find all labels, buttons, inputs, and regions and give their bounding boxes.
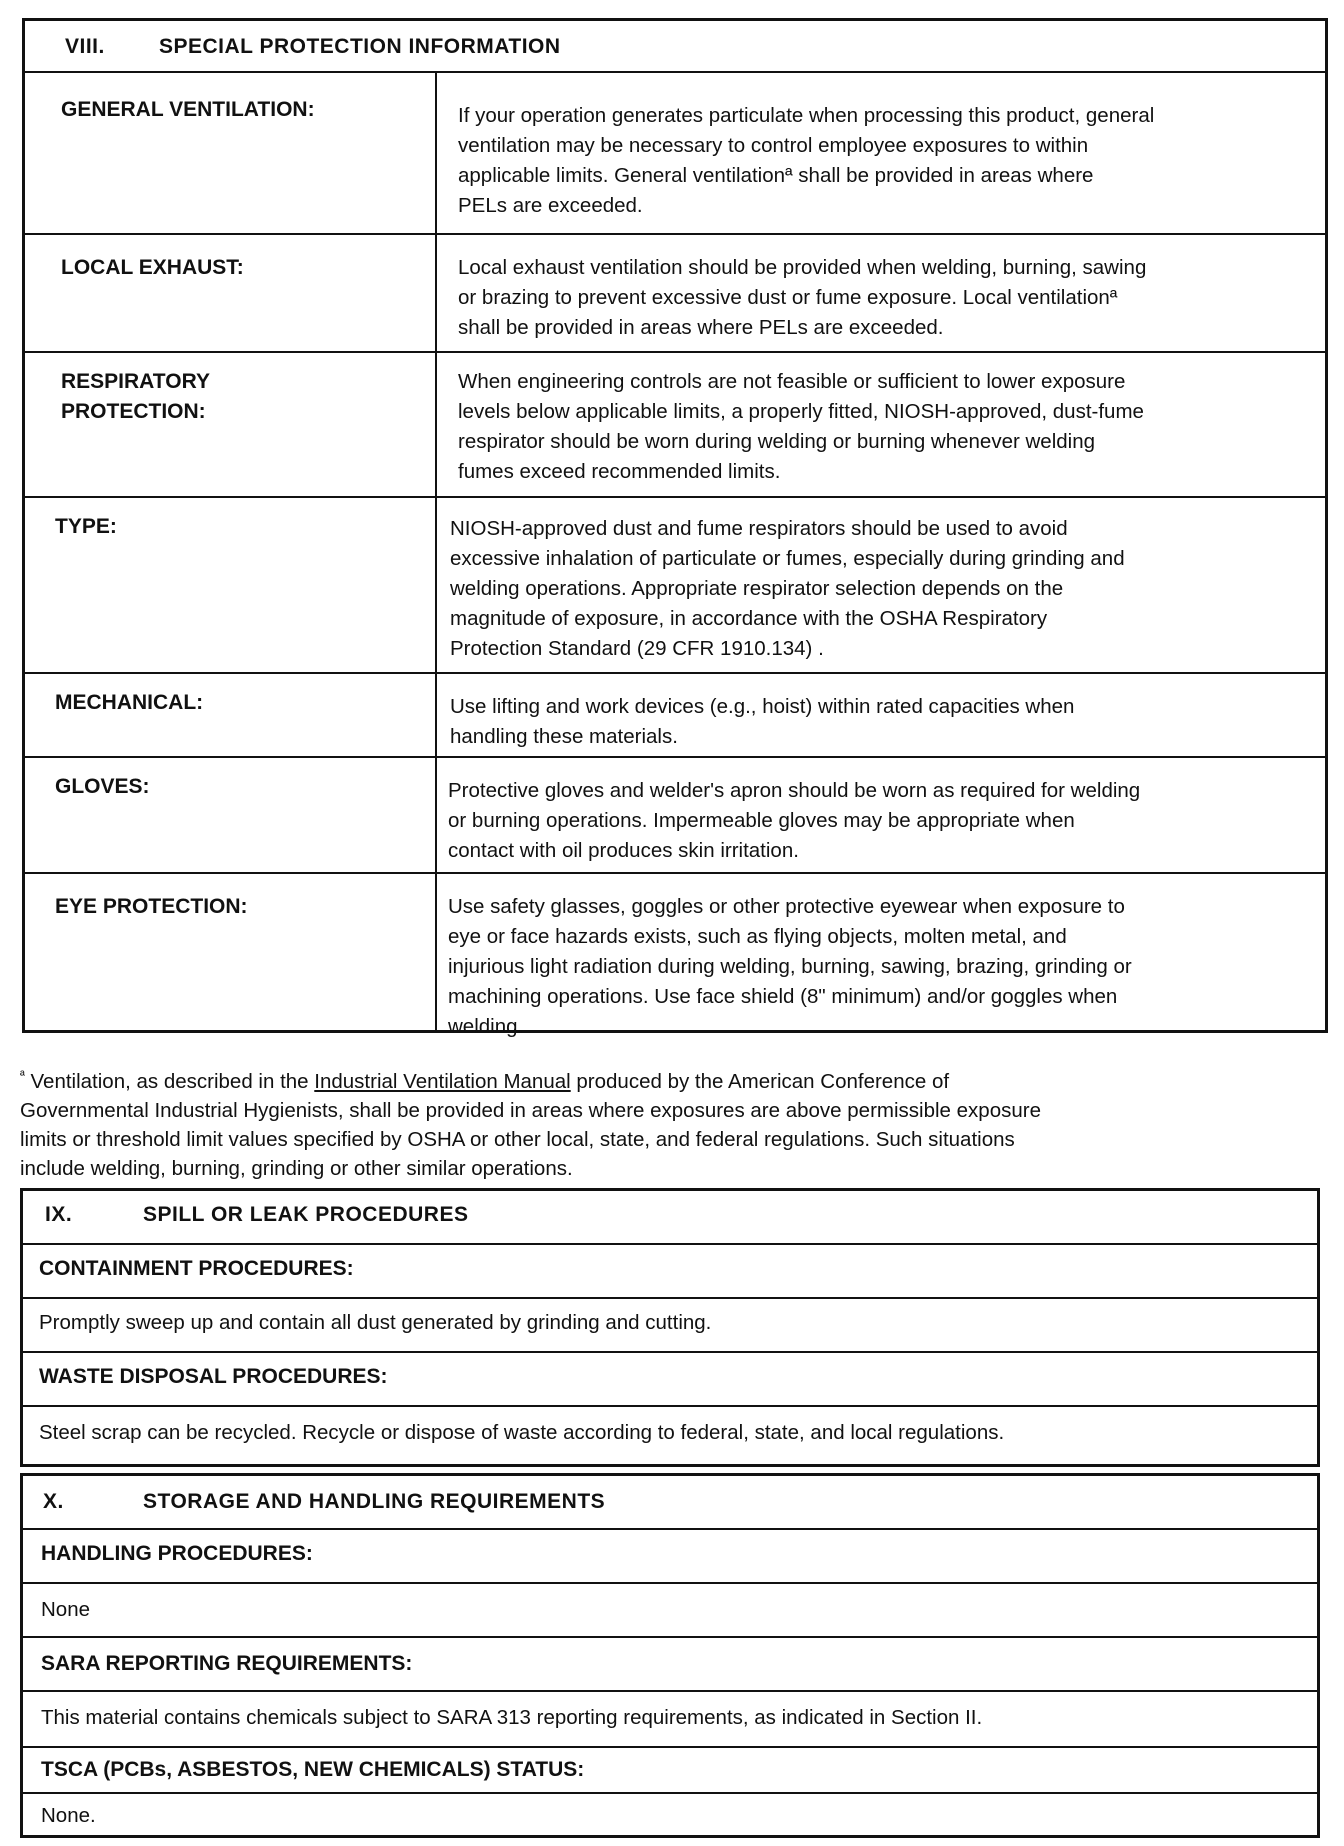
containment-label: CONTAINMENT PROCEDURES: bbox=[39, 1257, 354, 1280]
section-8-title: SPECIAL PROTECTION INFORMATION bbox=[159, 35, 561, 58]
containment-text: Promptly sweep up and contain all dust generated by grinding and cutting. bbox=[39, 1311, 712, 1334]
row-type bbox=[25, 496, 1325, 672]
footnote-first-line: $^ª$ Ventilation, as described in the Industrial Ventilation Manual produced by the American Conference of bbox=[20, 1068, 950, 1093]
row-gloves bbox=[25, 756, 1325, 872]
ventilation-footnote bbox=[20, 1061, 1310, 1183]
tsca-status-text: None. bbox=[41, 1804, 96, 1827]
sara-text-row bbox=[23, 1690, 1317, 1746]
waste-disposal-label: WASTE DISPOSAL PROCEDURES: bbox=[39, 1365, 388, 1388]
section-8 bbox=[22, 18, 1328, 1038]
tsca-label-row bbox=[23, 1746, 1317, 1792]
row-mechanical bbox=[25, 672, 1325, 756]
containment-text-row bbox=[23, 1297, 1317, 1351]
row-respiratory-protection bbox=[25, 351, 1325, 496]
row-label: LOCAL EXHAUST: bbox=[61, 256, 244, 279]
row-value: Use safety glasses, goggles or other protective eyewear when exposure to eye or face hazards exists, such as flying objects, molten metal, and injurious light radiation during welding, burning, sawing, brazing, grinding or machining operations. Use face shield (8" minimum) and/or goggles when welding. bbox=[448, 895, 1132, 1038]
sara-reporting-label: SARA REPORTING REQUIREMENTS: bbox=[41, 1652, 413, 1675]
row-value: NIOSH-approved dust and fume respirators should be used to avoid excessive inhalation of particulate or fumes, especially during grinding and welding operations. Appropriate respirator selection depends on the magnitude of exposure, in accordance with the OSHA Respiratory Protection Standard (29 CFR 1910.134) . bbox=[450, 517, 1125, 660]
handling-procedures-text: None bbox=[41, 1598, 91, 1621]
section-9-header bbox=[45, 1203, 468, 1227]
section-10-number: X. bbox=[43, 1490, 64, 1513]
row-label: RESPIRATORY PROTECTION: bbox=[61, 370, 210, 423]
row-label: GENERAL VENTILATION: bbox=[61, 98, 315, 121]
row-label: GLOVES: bbox=[55, 775, 150, 798]
row-value: When engineering controls are not feasible or sufficient to lower exposure levels below applicable limits, a properly fitted, NIOSH-approved, dust-fume respirator should be worn during welding or burning whenever welding fumes exceed recommended limits. bbox=[458, 370, 1144, 483]
tsca-text-row bbox=[23, 1792, 1317, 1836]
waste-label-row bbox=[23, 1351, 1317, 1405]
section-9-number: IX. bbox=[45, 1203, 73, 1226]
footnote-line: limits or threshold limit values specified by OSHA or other local, state, and federal regulations. Such situations bbox=[20, 1127, 1015, 1151]
row-label: TYPE: bbox=[55, 515, 117, 538]
row-value: Use lifting and work devices (e.g., hoist) within rated capacities when handling these materials. bbox=[450, 695, 1075, 748]
handling-label-row bbox=[23, 1528, 1317, 1582]
section-8-number: VIII. bbox=[65, 35, 105, 58]
row-label: MECHANICAL: bbox=[55, 691, 204, 714]
waste-disposal-text: Steel scrap can be recycled. Recycle or dispose of waste according to federal, state, and local regulations. bbox=[39, 1421, 1005, 1444]
row-value: Protective gloves and welder's apron should be worn as required for welding or burning operations. Impermeable gloves may be appropriate when contact with oil produces skin irritation. bbox=[448, 779, 1141, 862]
sara-label-row bbox=[23, 1636, 1317, 1690]
section-9-title: SPILL OR LEAK PROCEDURES bbox=[143, 1203, 469, 1226]
section-9 bbox=[20, 1188, 1320, 1467]
section-10-title: STORAGE AND HANDLING REQUIREMENTS bbox=[143, 1490, 606, 1513]
row-general-ventilation bbox=[25, 71, 1325, 233]
row-local-exhaust bbox=[25, 233, 1325, 351]
section-10 bbox=[20, 1473, 1320, 1838]
row-value: Local exhaust ventilation should be provided when welding, burning, sawing or brazing to prevent excessive dust or fume exposure. Local ventilationª shall be provided in areas where PELs are exceeded. bbox=[458, 256, 1147, 339]
containment-label-row bbox=[23, 1243, 1317, 1297]
tsca-status-label: TSCA (PCBs, ASBESTOS, NEW CHEMICALS) STATUS: bbox=[41, 1758, 585, 1781]
manual-title: Industrial Ventilation Manual bbox=[314, 1069, 571, 1093]
footnote-marker: ª bbox=[20, 1068, 25, 1083]
row-value: If your operation generates particulate when processing this product, general ventilation may be necessary to control employee exposures to within applicable limits. General ventilationª shall be provided in areas where PELs are exceeded. bbox=[458, 104, 1155, 217]
handling-text-row bbox=[23, 1582, 1317, 1636]
footnote-line: include welding, burning, grinding or other similar operations. bbox=[20, 1156, 573, 1180]
section-8-header bbox=[65, 35, 561, 59]
handling-procedures-label: HANDLING PROCEDURES: bbox=[41, 1542, 313, 1565]
sara-reporting-text: This material contains chemicals subject to SARA 313 reporting requirements, as indicated in Section II. bbox=[41, 1706, 983, 1729]
section-10-header bbox=[43, 1490, 605, 1514]
waste-text-row bbox=[23, 1405, 1317, 1465]
row-label: EYE PROTECTION: bbox=[55, 895, 248, 918]
row-eye-protection bbox=[25, 872, 1325, 1038]
footnote-line: Governmental Industrial Hygienists, shall be provided in areas where exposures are above permissible exposure bbox=[20, 1098, 1041, 1122]
